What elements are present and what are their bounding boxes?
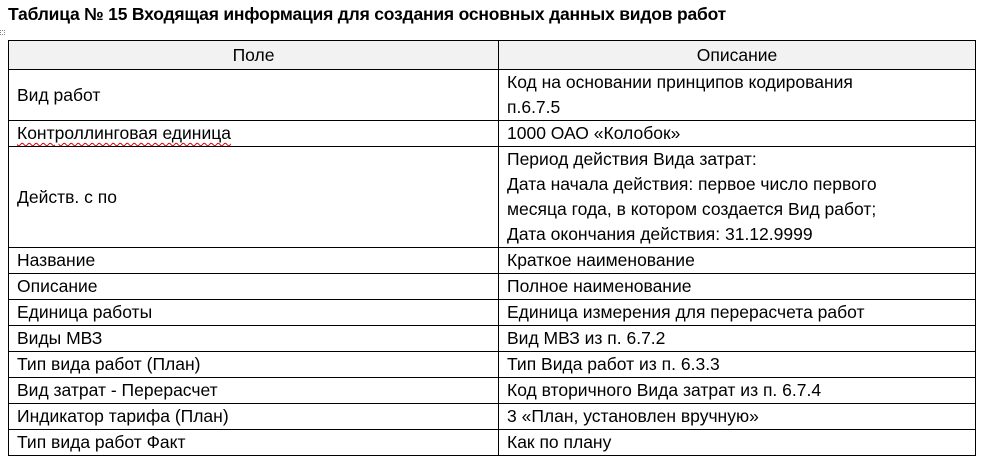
column-header-description: Описание <box>499 41 976 70</box>
description-line: Дата начала действия: первое число первого <box>507 174 877 194</box>
description-cell: Полное наименование <box>499 274 976 300</box>
table-row <box>9 147 976 248</box>
description-cell <box>499 147 976 248</box>
table-row <box>9 378 976 404</box>
field-cell <box>9 121 499 147</box>
table-row <box>9 300 976 326</box>
description-line: Дата окончания действия: 31.12.9999 <box>507 224 813 244</box>
field-cell: Единица работы <box>9 300 499 326</box>
table-row <box>9 248 976 274</box>
description-cell <box>499 70 976 121</box>
table-header-row <box>9 41 976 70</box>
field-cell: Индикатор тарифа (План) <box>9 404 499 430</box>
description-cell: Тип Вида работ из п. 6.3.3 <box>499 352 976 378</box>
field-cell: Название <box>9 248 499 274</box>
field-cell: Вид работ <box>9 70 499 121</box>
description-cell: Вид МВЗ из п. 6.7.2 <box>499 326 976 352</box>
table-row <box>9 274 976 300</box>
description-cell: 1000 ОАО «Колобок» <box>499 121 976 147</box>
description-cell: Как по плану <box>499 430 976 456</box>
table-caption: Таблица № 15 Входящая информация для создания основных данных видов работ <box>8 4 727 24</box>
field-cell: Виды МВЗ <box>9 326 499 352</box>
field-cell: Тип вида работ Факт <box>9 430 499 456</box>
table-row <box>9 430 976 456</box>
field-cell: Описание <box>9 274 499 300</box>
table-row <box>9 352 976 378</box>
description-line: Период действия Вида затрат: <box>507 149 757 169</box>
description-cell: Единица измерения для перерасчета работ <box>499 300 976 326</box>
description-line: месяца года, в котором создается Вид работ; <box>507 199 877 219</box>
work-types-table <box>8 40 976 456</box>
description-cell: 3 «План, установлен вручную» <box>499 404 976 430</box>
field-cell: Тип вида работ (План) <box>9 352 499 378</box>
field-cell: Вид затрат - Перерасчет <box>9 378 499 404</box>
table-row <box>9 326 976 352</box>
table-row <box>9 70 976 121</box>
spellcheck-flagged-text: Контроллинговая единица <box>17 123 231 143</box>
description-line: Код на основании принципов кодирования <box>507 72 853 92</box>
table-row <box>9 404 976 430</box>
table-row <box>9 121 976 147</box>
description-line: п.6.7.5 <box>507 97 561 117</box>
description-cell: Код вторичного Вида затрат из п. 6.7.4 <box>499 378 976 404</box>
description-cell: Краткое наименование <box>499 248 976 274</box>
field-cell: Действ. с по <box>9 147 499 248</box>
column-header-field: Поле <box>9 41 499 70</box>
table-anchor-handle[interactable] <box>0 30 5 35</box>
